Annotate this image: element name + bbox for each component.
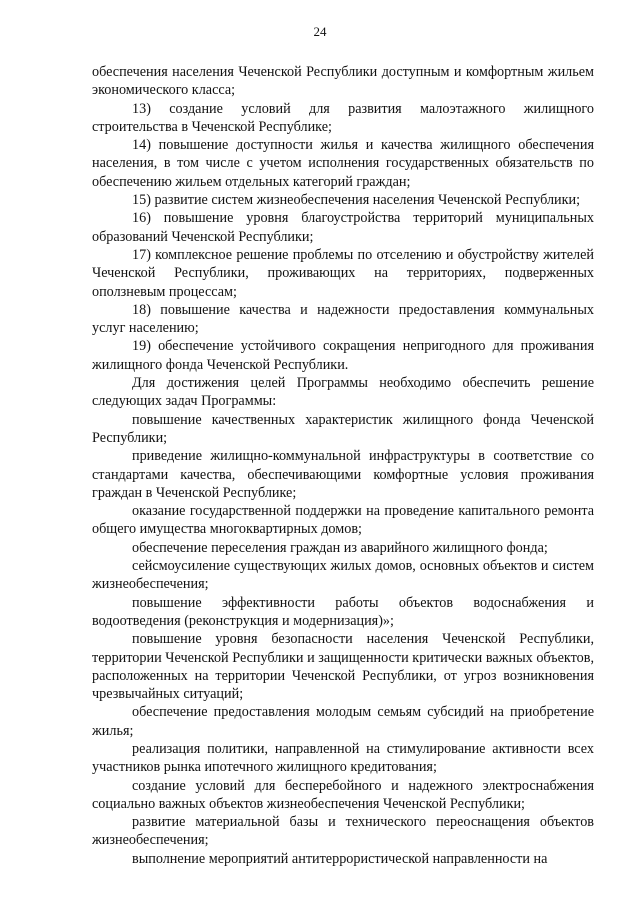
paragraph: повышение уровня безопасности населения Чеченской Республики, территории Чеченской Республики и защищенности критически важных объектов, расположенных на территории Чеченской Республики, от угроз возникновения чрезвычайных ситуаций; xyxy=(92,631,594,703)
paragraph: Для достижения целей Программы необходимо обеспечить решение следующих задач Программы: xyxy=(92,375,594,410)
document-body xyxy=(92,63,594,868)
page-number: 24 xyxy=(313,24,327,39)
paragraph: создание условий для бесперебойного и надежного электроснабжения социально важных объектов жизнеобеспечения Чеченской Республики; xyxy=(92,777,594,812)
paragraph: обеспечение переселения граждан из аварийного жилищного фонда; xyxy=(132,539,548,556)
paragraph: обеспечение предоставления молодым семьям субсидий на приобретение жилья; xyxy=(92,704,594,739)
paragraph: 13) создание условий для развития малоэтажного жилищного строительства в Чеченской Республике; xyxy=(92,100,594,135)
paragraph: повышение качественных характеристик жилищного фонда Чеченской Республики; xyxy=(92,411,594,446)
paragraph: развитие материальной базы и технического переоснащения объектов жизнеобеспечения; xyxy=(92,814,594,849)
paragraph: 19) обеспечение устойчивого сокращения непригодного для проживания жилищного фонда Чеченской Республики. xyxy=(92,338,594,373)
paragraph: 15) развитие систем жизнеобеспечения населения Чеченской Республики; xyxy=(132,192,581,209)
paragraph: 14) повышение доступности жилья и качества жилищного обеспечения населения, в том числе с учетом исполнения государственных обязательств по обеспечению жильем отдельных категорий граждан; xyxy=(92,137,594,190)
paragraph: выполнение мероприятий антитеррористической направленности на xyxy=(132,850,548,867)
paragraph: обеспечения населения Чеченской Республики доступным и комфортным жильем экономического класса; xyxy=(92,64,594,99)
paragraph: повышение эффективности работы объектов водоснабжения и водоотведения (реконструкция и модернизация)»; xyxy=(92,594,594,629)
paragraph: оказание государственной поддержки на проведение капитального ремонта общего имущества многоквартирных домов; xyxy=(92,503,594,538)
paragraph: 18) повышение качества и надежности предоставления коммунальных услуг населению; xyxy=(92,301,594,337)
paragraph: приведение жилищно-коммунальной инфраструктуры в соответствие со стандартами качества, обеспечивающими комфортные условия проживания граждан в Чеченской Республике; xyxy=(92,448,594,501)
paragraph: реализация политики, направленной на стимулирование активности всех участников рынка ипотечного жилищного кредитования; xyxy=(92,740,594,776)
paragraph: сейсмоусиление существующих жилых домов, основных объектов и систем жизнеобеспечения; xyxy=(92,558,594,593)
paragraph: 16) повышение уровня благоустройства территорий муниципальных образований Чеченской Республики; xyxy=(92,210,594,245)
paragraph: 17) комплексное решение проблемы по отселению и обустройству жителей Чеченской Республики, проживающих на территориях, подверженных оползневым процессам; xyxy=(92,246,594,300)
